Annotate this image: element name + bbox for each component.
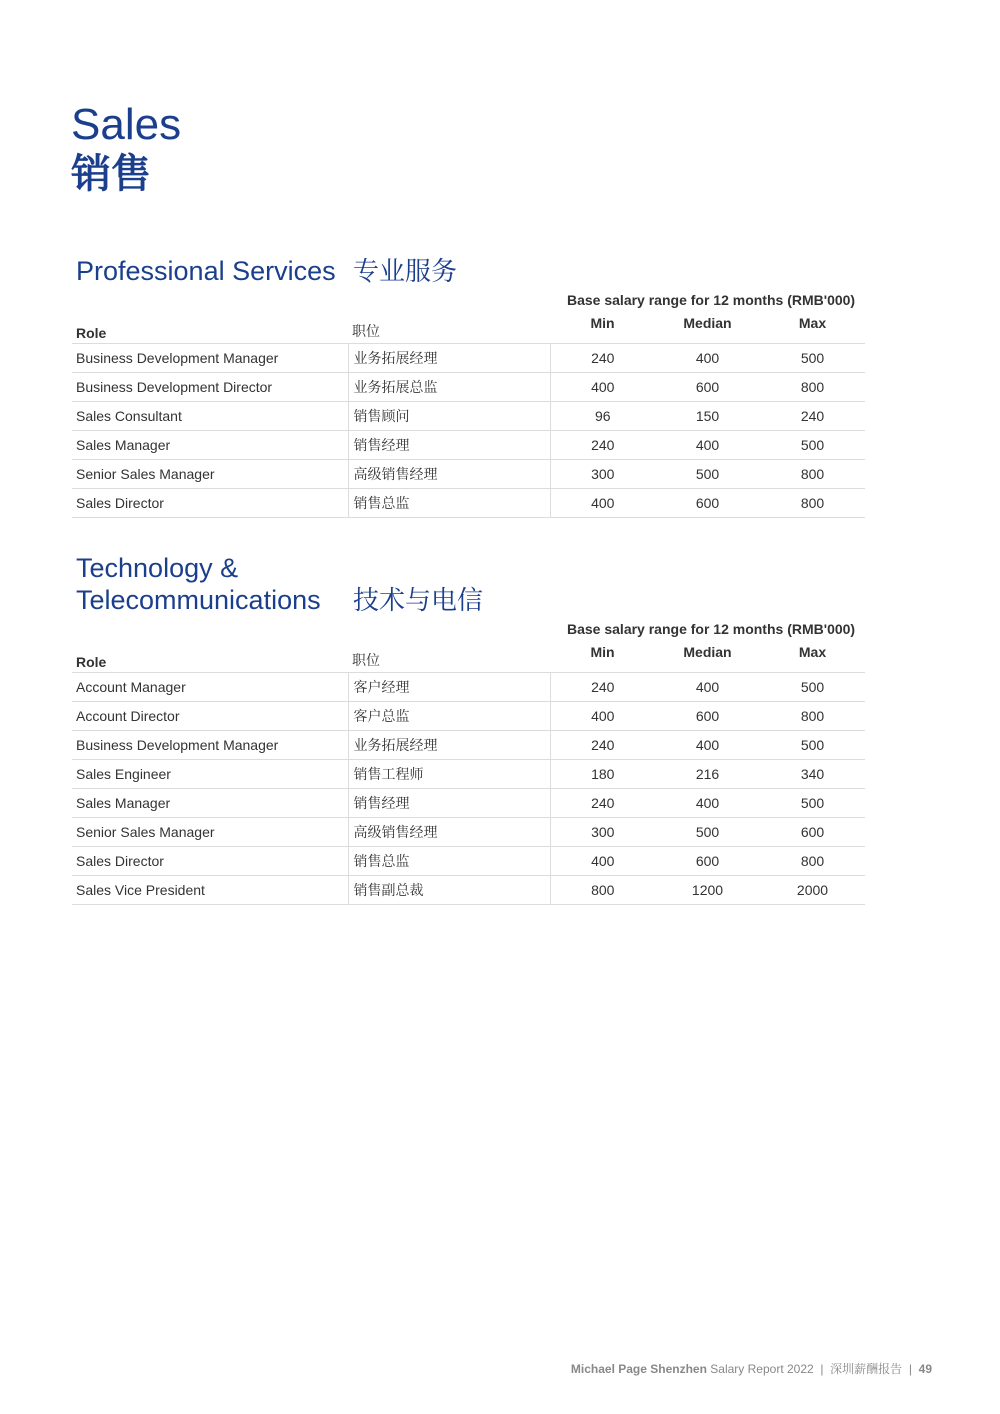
role-zh-cell: 销售总监 (348, 489, 550, 518)
role-cell: Business Development Manager (72, 344, 348, 373)
footer-report-zh: 深圳薪酬报告 (830, 1362, 903, 1376)
median-cell: 400 (655, 673, 760, 702)
max-cell: 340 (760, 760, 865, 789)
max-cell: 2000 (760, 876, 865, 905)
role-zh-cell: 销售工程师 (348, 760, 550, 789)
role-zh-cell: 客户经理 (348, 673, 550, 702)
role-zh-cell: 业务拓展经理 (348, 344, 550, 373)
min-cell: 300 (550, 460, 655, 489)
header-role-zh: 职位 (348, 644, 550, 673)
min-cell: 400 (550, 489, 655, 518)
role-cell: Sales Vice President (72, 876, 348, 905)
max-cell: 500 (760, 731, 865, 760)
max-cell: 800 (760, 847, 865, 876)
min-cell: 240 (550, 673, 655, 702)
min-cell: 300 (550, 818, 655, 847)
table-row (72, 876, 865, 905)
median-cell: 500 (655, 818, 760, 847)
salary-table (72, 315, 865, 518)
max-cell: 500 (760, 344, 865, 373)
table-row (72, 373, 865, 402)
median-cell: 500 (655, 460, 760, 489)
section-title-zh: 专业服务 (353, 256, 458, 286)
min-cell: 400 (550, 847, 655, 876)
header-max: Max (760, 315, 865, 344)
footer-brand: Michael Page Shenzhen (570, 1362, 707, 1376)
table-row (72, 731, 865, 760)
table-row (72, 402, 865, 431)
role-zh-cell: 客户总监 (348, 702, 550, 731)
max-cell: 500 (760, 673, 865, 702)
min-cell: 240 (550, 431, 655, 460)
table-row (72, 702, 865, 731)
table-row (72, 847, 865, 876)
header-max: Max (760, 644, 865, 673)
header-role: Role (72, 644, 348, 673)
role-cell: Sales Director (72, 847, 348, 876)
table-row (72, 460, 865, 489)
table-body (72, 344, 865, 518)
median-cell: 600 (655, 489, 760, 518)
min-cell: 240 (550, 789, 655, 818)
page-footer (571, 1360, 932, 1377)
role-zh-cell: 销售顾问 (348, 402, 550, 431)
min-cell: 400 (550, 702, 655, 731)
role-cell: Business Development Manager (72, 731, 348, 760)
salary-range-label: Base salary range for 12 months (RMB'000) (567, 621, 856, 637)
median-cell: 600 (655, 373, 760, 402)
section-title-en: Professional Services (76, 256, 336, 286)
salary-table (72, 644, 865, 905)
header-min: Min (550, 644, 655, 673)
role-cell: Business Development Director (72, 373, 348, 402)
role-cell: Sales Consultant (72, 402, 348, 431)
table-row (72, 760, 865, 789)
salary-range-label: Base salary range for 12 months (RMB'000) (567, 292, 856, 308)
role-cell: Account Manager (72, 673, 348, 702)
role-cell: Senior Sales Manager (72, 460, 348, 489)
table-row (72, 344, 865, 373)
role-zh-cell: 高级销售经理 (348, 818, 550, 847)
table-body (72, 673, 865, 905)
role-cell: Sales Manager (72, 789, 348, 818)
median-cell: 400 (655, 431, 760, 460)
table-row (72, 818, 865, 847)
section-title-zh: 技术与电信 (353, 585, 484, 615)
max-cell: 800 (760, 702, 865, 731)
footer-separator: | (820, 1362, 824, 1376)
role-cell: Sales Engineer (72, 760, 348, 789)
footer-report: Salary Report 2022 (710, 1362, 814, 1376)
max-cell: 800 (760, 373, 865, 402)
role-cell: Sales Manager (72, 431, 348, 460)
role-zh-cell: 高级销售经理 (348, 460, 550, 489)
table-row (72, 789, 865, 818)
median-cell: 600 (655, 702, 760, 731)
header-role-zh: 职位 (348, 315, 550, 344)
page-title-en: Sales (71, 100, 182, 149)
role-zh-cell: 销售总监 (348, 847, 550, 876)
header-role: Role (72, 315, 348, 344)
median-cell: 600 (655, 847, 760, 876)
max-cell: 800 (760, 489, 865, 518)
min-cell: 400 (550, 373, 655, 402)
max-cell: 600 (760, 818, 865, 847)
role-zh-cell: 业务拓展经理 (348, 731, 550, 760)
table-header-row (72, 315, 865, 344)
section-title-en-line2: Telecommunications (76, 585, 321, 615)
max-cell: 800 (760, 460, 865, 489)
header-median: Median (655, 644, 760, 673)
role-cell: Sales Director (72, 489, 348, 518)
max-cell: 500 (760, 431, 865, 460)
role-zh-cell: 销售经理 (348, 789, 550, 818)
table-row (72, 489, 865, 518)
table-row (72, 431, 865, 460)
median-cell: 150 (655, 402, 760, 431)
max-cell: 500 (760, 789, 865, 818)
min-cell: 800 (550, 876, 655, 905)
median-cell: 400 (655, 789, 760, 818)
median-cell: 1200 (655, 876, 760, 905)
role-zh-cell: 业务拓展总监 (348, 373, 550, 402)
page-title (71, 100, 181, 197)
min-cell: 96 (550, 402, 655, 431)
median-cell: 216 (655, 760, 760, 789)
min-cell: 240 (550, 731, 655, 760)
median-cell: 400 (655, 731, 760, 760)
min-cell: 180 (550, 760, 655, 789)
table-row (72, 673, 865, 702)
footer-separator: | (908, 1362, 912, 1376)
page-title-zh: 销售 (71, 151, 151, 196)
role-zh-cell: 销售副总裁 (348, 876, 550, 905)
median-cell: 400 (655, 344, 760, 373)
footer-page-number: 49 (918, 1362, 932, 1376)
role-zh-cell: 销售经理 (348, 431, 550, 460)
header-median: Median (655, 315, 760, 344)
min-cell: 240 (550, 344, 655, 373)
role-cell: Account Director (72, 702, 348, 731)
header-min: Min (550, 315, 655, 344)
max-cell: 240 (760, 402, 865, 431)
role-cell: Senior Sales Manager (72, 818, 348, 847)
table-header-row (72, 644, 865, 673)
section-title-en-line1: Technology & (76, 553, 239, 583)
